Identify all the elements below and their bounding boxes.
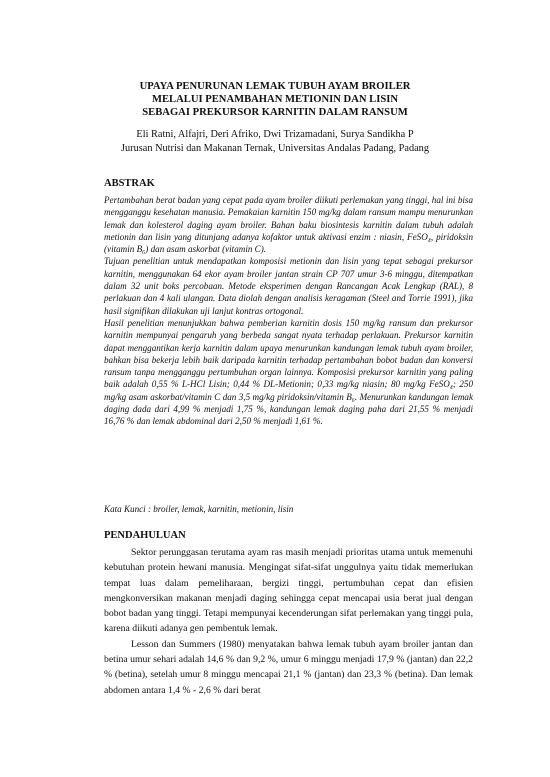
- keywords: Kata Kunci : broiler, lemak, karnitin, metionin, lisin: [104, 504, 294, 514]
- abstract-paragraph-3: Hasil penelitian menunjukkan bahwa pemberian karnitin dosis 150 mg/kg ransum dan prekursor karnitin mempunyai pengaruh yang berbeda sangat nyata terhadap perlakuan. Prekursor karnitin dapat menggantikan kerja karnitin dalam upaya menurunkan kandungan lemak tubuh ayam broiler, bahkan bisa bekerja lebih baik daripada karnitin terhadap pertambahan bobot badan dan konversi ransum tanpa mengganggu pertumbuhan organ lainnya. Komposisi prekursor karnitin yang paling baik adalah 0,55 % L-HCl Lisin; 0,44 % DL-Metionin; 0,33 mg/kg niasin; 80 mg/kg FeSO₄; 250 mg/kg asam askorbat/vitamin C dan 3,5 mg/kg piridoksin/vitamin B₆. Menurunkan kandungan lemak daging dada dari 4,99 % menjadi 1,75 %, kandungan lemak daging paha dari 21,55 % menjadi 16,76 % dan lemak abdominal dari 2,50 % menjadi 1,61 %.: [104, 317, 473, 427]
- title-line-3: SEBAGAI PREKURSOR KARNITIN DALAM RANSUM: [142, 107, 408, 119]
- intro-paragraph-2: Lesson dan Summers (1980) menyatakan bahwa lemak tubuh ayam broiler jantan dan betina umur sehari adalah 14,6 % dan 9,2 %, umur 6 minggu menjadi 17,9 % (jantan) dan 22,2 % (betina), setelah umur 8 minggu mencapai 21,1 % (jantan) dan 23,3 % (betina). Dan lemak abdomen antara 1,4 % - 2,6 % dari berat: [104, 638, 473, 696]
- intro-paragraph-1: Sektor perunggasan terutama ayam ras masih menjadi prioritas utama untuk memenuhi kebutuhan protein hewani manusia. Mengingat sifat-sifat unggulnya yaitu tidak memerlukan tempat luas dalam pemeliharaan, bergizi tinggi, pertumbuhan cepat dan efisien mengkonversikan makanan menjadi daging sehingga cepat mencapai usia berat jual dengan bobot badan yang tinggi. Tetapi mempunyai kecenderungan sifat perlemakan yang tinggi pula, karena diikuti adanya gen pembentuk lemak.: [104, 547, 473, 635]
- abstract-heading: ABSTRAK: [104, 178, 155, 189]
- paper-title: [0, 80, 550, 120]
- abstract-paragraph-1: Pertambahan berat badan yang cepat pada ayam broiler diikuti perlemakan yang tinggi, hal ini bisa mengganggu kesehatan manusia. Pemakaian karnitin 150 mg/kg dalam ransum mampu menurunkan lemak dan kolesterol daging ayam broiler. Bahan baku biosintesis karnitin dalam tubuh adalah metionin dan lisin yang ditunjang adanya kofaktor untuk aktivasi enzim : niasin, FeSO₄, piridoksin (vitamin B₆) dan asam askorbat (vitamin C).: [104, 195, 473, 255]
- authors: Eli Ratni, Alfajri, Deri Afriko, Dwi Trizamadani, Surya Sandikha P: [136, 129, 414, 140]
- title-line-2: MELALUI PENAMBAHAN METIONIN DAN LISIN: [151, 94, 399, 106]
- abstract-body: [104, 194, 473, 428]
- abstract-paragraph-2: Tujuan penelitian untuk mendapatkan komposisi metionin dan lisin yang tepat sebagai prekursor karnitin, menggunakan 64 ekor ayam broiler jantan strain CP 707 umur 3-6 minggu, ditempatkan dalam 32 unit boks percobaan. Metode eksperimen dengan Rancangan Acak Lengkap (RAL), 8 perlakuan dan 4 kali ulangan. Data diolah dengan analisis keragaman (Steel and Torrie 1991), jika hasil signifikan dilakukan uji lanjut kontras ortogonal.: [104, 256, 473, 316]
- author-block: [0, 128, 550, 156]
- affiliation: Jurusan Nutrisi dan Makanan Ternak, Universitas Andalas Padang, Padang: [121, 143, 429, 154]
- intro-heading: PENDAHULUAN: [104, 530, 186, 541]
- title-line-1: UPAYA PENURUNAN LEMAK TUBUH AYAM BROILER: [139, 81, 411, 92]
- intro-body: [104, 545, 473, 698]
